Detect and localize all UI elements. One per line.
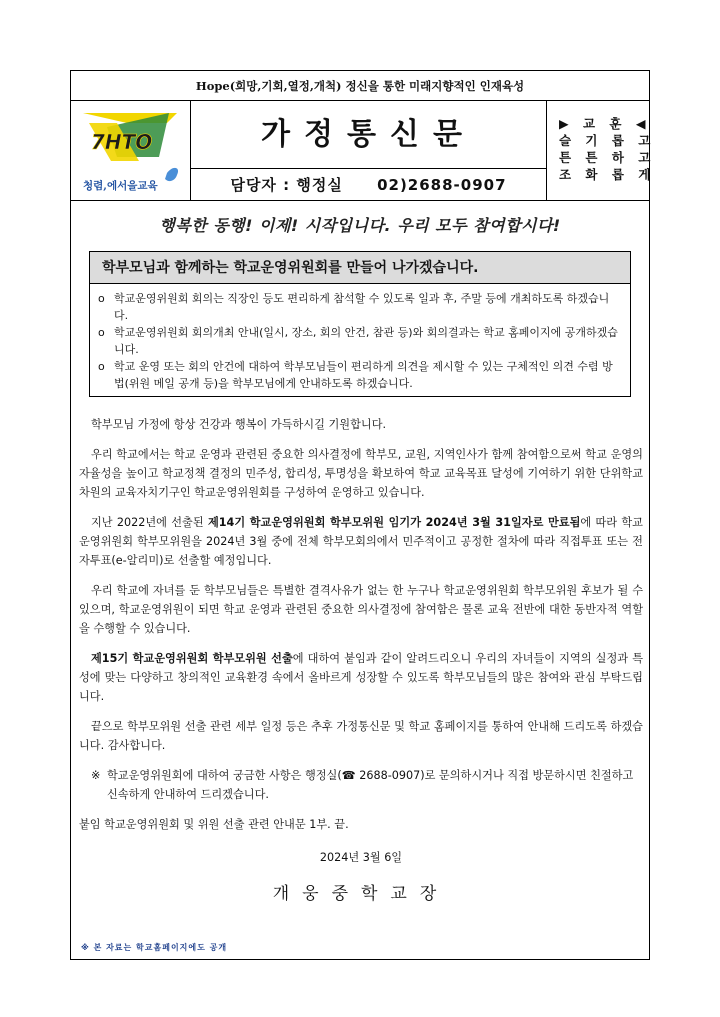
bullet: o <box>98 292 105 305</box>
contact-label: 담당자 : 행정실 <box>230 176 343 194</box>
text: 에 대하여 붙임과 같이 알려드리오니 우리의 자녀들이 지역의 실정과 특성에 맞는 다양하고 창의적인 교육환경 속에서 올바르게 성장할 수 있도록 학부모님들의 많은 참여와 관심 부탁드립니다. <box>79 652 643 703</box>
notice-item <box>98 324 618 358</box>
paragraph-closing: 끝으로 학부모위원 선출 관련 세부 일정 등은 추후 가정통신문 및 학교 홈페이지를 통하여 안내해 드리도록 하겠습니다. 감사합니다. <box>79 720 643 752</box>
slogan: 행복한 동행! 이제! 시작입니다. 우리 모두 참여합시다! <box>159 216 561 235</box>
attachment-line: 붙임 학교운영위원회 및 위원 선출 관련 안내문 1부. 끝. <box>79 818 349 831</box>
motto-line: ▶ 교 훈 ◀ <box>559 116 651 131</box>
note-text: 학교운영위원회에 대하여 궁금한 사항은 행정실(☎ 2688-0907)로 문의하시거나 직접 방문하시면 친절하고 신속하게 안내하여 드리겠습니다. <box>107 769 634 801</box>
contact-line <box>191 169 546 201</box>
inquiry-note <box>79 766 643 804</box>
motto-banner: Hope(희망,기회,열정,개척) 정신을 통한 미래지향적인 인재육성 <box>71 71 649 101</box>
paragraph-term-end <box>79 513 643 570</box>
notice-box <box>89 251 631 397</box>
notice-item-text: 학교 운영 또는 회의 안건에 대하여 학부모님들이 편리하게 의견을 제시할 수 있는 구체적인 의견 수렴 방법(위원 메일 공개 등)을 학부모님에게 안내하도록 하겠습니다. <box>114 360 613 390</box>
school-logo <box>77 105 185 197</box>
paragraph-election <box>79 649 643 706</box>
newsletter-page <box>70 70 656 960</box>
reference-mark: ※ <box>91 769 101 782</box>
bullet: o <box>98 326 105 339</box>
header <box>71 101 656 201</box>
logo-mark-text: 7HTO <box>91 130 153 154</box>
text: 지난 2022년에 선출된 <box>91 516 208 529</box>
notice-item <box>98 290 618 324</box>
page-title: 가정통신문 <box>191 101 546 169</box>
school-signature: 개웅중학교장 <box>272 884 450 904</box>
issue-date: 2024년 3월 6일 <box>319 851 403 864</box>
paragraph-greeting: 학부모님 가정에 항상 건강과 행복이 가득하시길 기원합니다. <box>91 418 387 431</box>
footer-note: ※ 본 자료는 학교홈페이지에도 공개 <box>81 943 228 952</box>
bold-text: 제15기 학교운영위원회 학부모위원 선출 <box>91 652 293 665</box>
text: 에 따라 학교운영위원회 학부모위원을 2024년 3월 중에 전체 학부모회의에서 민주적이고 공정한 절차에 따라 직접투표 또는 전자투표(e-알리미)로 선출할 예정입니다. <box>79 516 643 567</box>
motto-line: 조 화 롭 게 <box>559 167 656 182</box>
edu-office-logo-text: 청렴,에서을교육 <box>83 180 158 192</box>
motto-line: 슬 기 롭 고 <box>559 133 656 148</box>
notice-list <box>90 284 630 392</box>
bullet: o <box>98 360 105 373</box>
notice-item-text: 학교운영위원회 회의는 직장인 등도 편리하게 참석할 수 있도록 일과 후, 주말 등에 개최하도록 하겠습니다. <box>114 292 610 322</box>
notice-item <box>98 358 618 392</box>
paragraph-intro: 우리 학교에서는 학교 운영과 관련된 중요한 의사결정에 학부모, 교원, 지역인사가 함께 참여함으로써 학교 운영의 자율성을 높이고 학교정책 결정의 민주성, 합리성, 투명성을 확보하여 학교 교육목표 달성에 기여하기 위한 단위학교 차원의 교육자치기구인 학교운영위원회를 구성하여 운영하고 있습니다. <box>79 448 643 499</box>
logo-area <box>71 101 191 201</box>
bird-icon <box>165 168 178 181</box>
notice-heading: 학부모님과 함께하는 학교운영위원회를 만들어 나가겠습니다. <box>90 252 630 284</box>
paragraph-eligibility: 우리 학교에 자녀를 둔 학부모님들은 특별한 결격사유가 없는 한 누구나 학교운영위원회 학부모위원 후보가 될 수 있으며, 학교운영위원이 되면 학교 운영과 관련된 중요한 의사결정에 참여함은 물론 교육 전반에 대한 동반자적 역할을 수행할 수 있습니다. <box>79 584 643 635</box>
bold-text: 제14기 학교운영위원회 학부모위원 임기가 2024년 3월 31일자로 만료됨 <box>207 516 581 529</box>
contact-phone: 02)2688-0907 <box>377 176 507 194</box>
school-motto <box>547 101 656 201</box>
title-box <box>191 101 547 201</box>
letter-body <box>79 415 643 904</box>
motto-line: 튼 튼 하 고 <box>559 150 656 165</box>
notice-item-text: 학교운영위원회 회의개최 안내(일시, 장소, 회의 안건, 참관 등)와 회의결과는 학교 홈페이지에 공개하겠습니다. <box>114 326 618 356</box>
